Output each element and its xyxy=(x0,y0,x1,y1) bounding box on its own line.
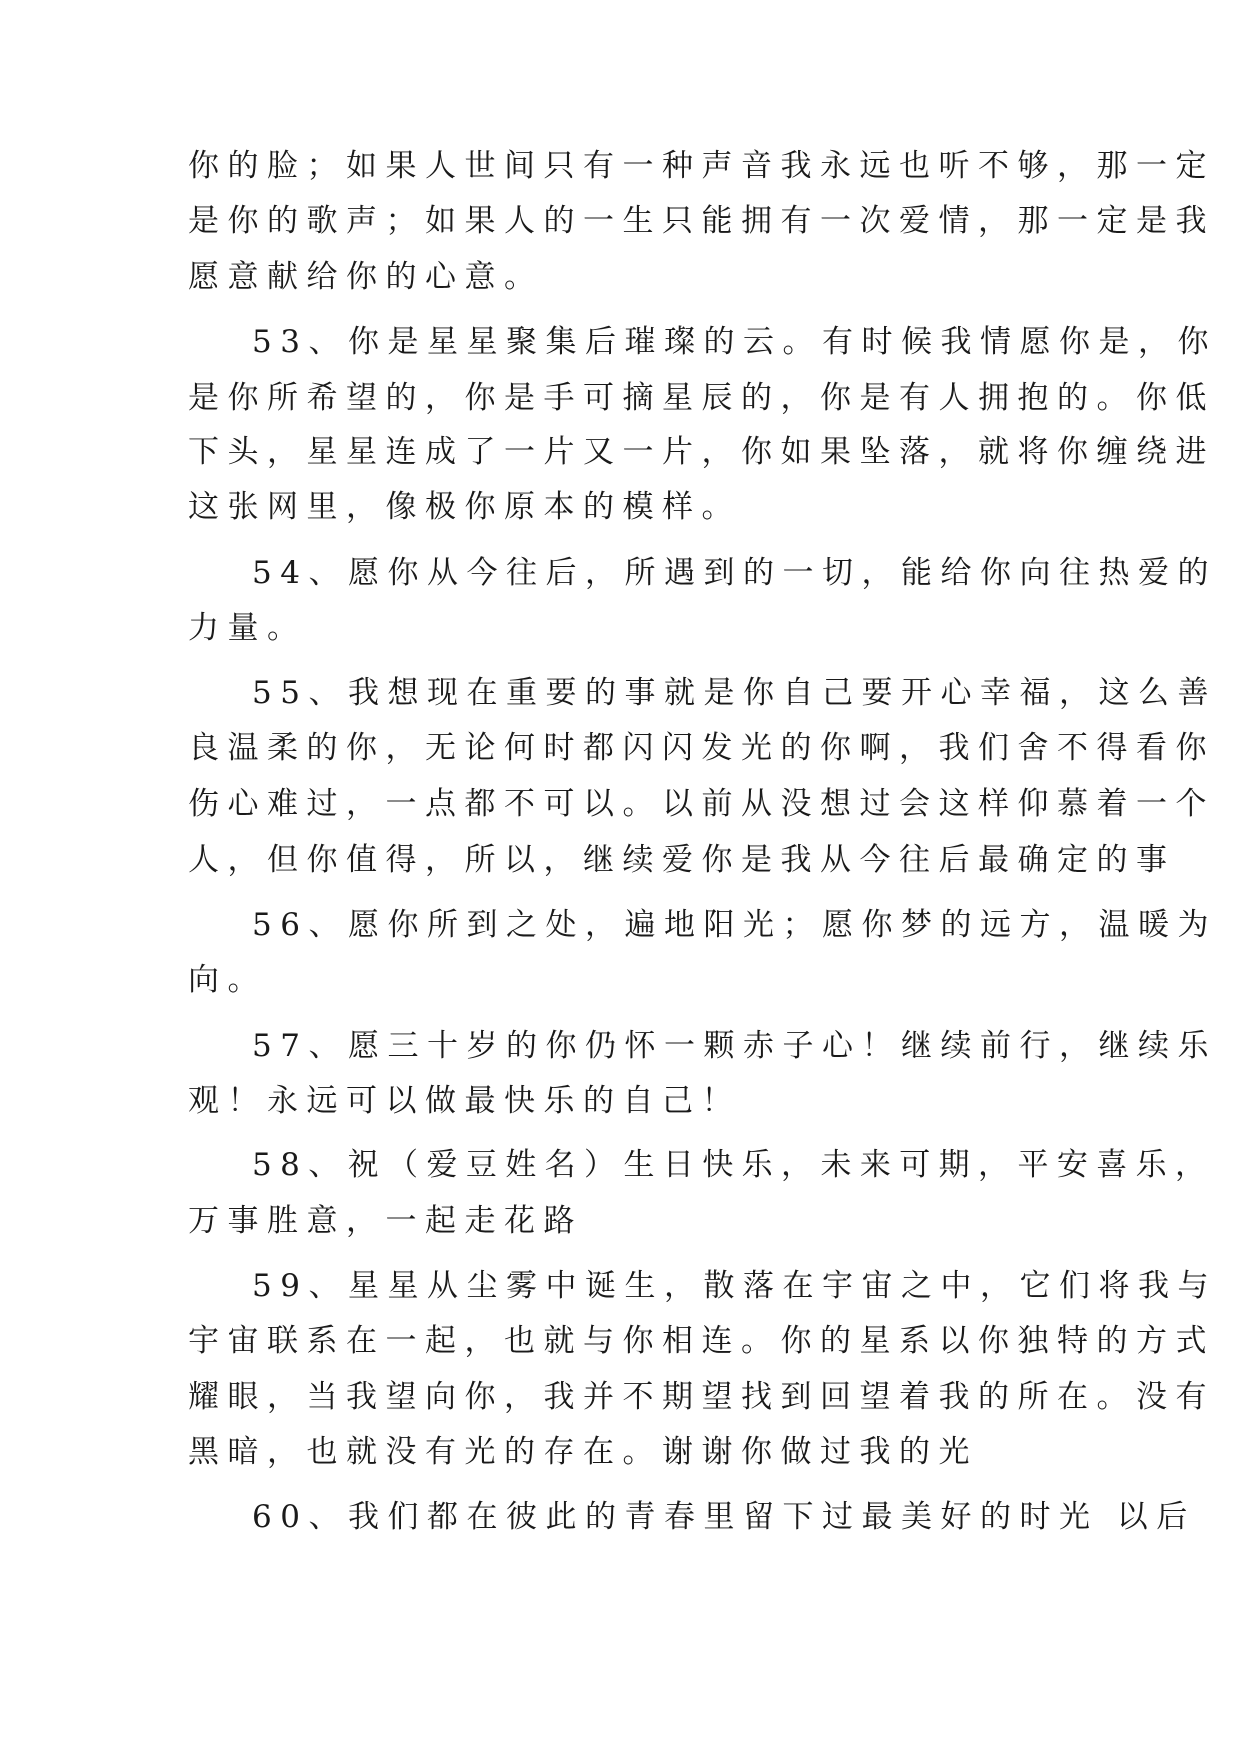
paragraph-57-first-line: 57、愿三十岁的你仍怀一颗赤子心！继续前行，继续乐 xyxy=(252,1028,1217,1064)
text-line: 黑暗，也就没有光的存在。谢谢你做过我的光 xyxy=(188,1434,978,1470)
text-line: 良温柔的你，无论何时都闪闪发光的你啊，我们舍不得看你 xyxy=(188,730,1215,766)
paragraph-56-first-line: 56、愿你所到之处，遍地阳光；愿你梦的远方，温暖为 xyxy=(252,907,1217,943)
text-line: 是你的歌声；如果人的一生只能拥有一次爱情，那一定是我 xyxy=(188,203,1215,239)
paragraph-60-first-line: 60、我们都在彼此的青春里留下过最美好的时光 以后 xyxy=(252,1499,1196,1535)
text-line: 是你所希望的，你是手可摘星辰的，你是有人拥抱的。你低 xyxy=(188,380,1215,416)
text-line: 这张网里，像极你原本的模样。 xyxy=(188,489,741,525)
text-line: 伤心难过，一点都不可以。以前从没想过会这样仰慕着一个 xyxy=(188,786,1215,822)
text-line: 下头，星星连成了一片又一片，你如果坠落，就将你缠绕进 xyxy=(188,434,1215,470)
text-line: 耀眼，当我望向你，我并不期望找到回望着我的所在。没有 xyxy=(188,1379,1215,1415)
text-line: 观！永远可以做最快乐的自己！ xyxy=(188,1083,741,1119)
paragraph-54-first-line: 54、愿你从今往后，所遇到的一切，能给你向往热爱的 xyxy=(252,555,1217,591)
text-line: 人，但你值得，所以，继续爱你是我从今往后最确定的事 xyxy=(188,842,1176,878)
text-line: 你的脸；如果人世间只有一种声音我永远也听不够，那一定 xyxy=(188,148,1215,184)
text-line: 宇宙联系在一起，也就与你相连。你的星系以你独特的方式 xyxy=(188,1323,1215,1359)
paragraph-55-first-line: 55、我想现在重要的事就是你自己要开心幸福，这么善 xyxy=(252,675,1217,711)
paragraph-59-first-line: 59、星星从尘雾中诞生，散落在宇宙之中，它们将我与 xyxy=(252,1268,1217,1304)
paragraph-58-first-line: 58、祝（爱豆姓名）生日快乐，未来可期，平安喜乐， xyxy=(252,1147,1215,1183)
paragraph-53-first-line: 53、你是星星聚集后璀璨的云。有时候我情愿你是，你 xyxy=(252,324,1217,360)
text-line: 向。 xyxy=(188,962,267,998)
text-line: 愿意献给你的心意。 xyxy=(188,259,544,295)
text-line: 万事胜意，一起走花路 xyxy=(188,1203,583,1239)
text-line: 力量。 xyxy=(188,610,307,646)
